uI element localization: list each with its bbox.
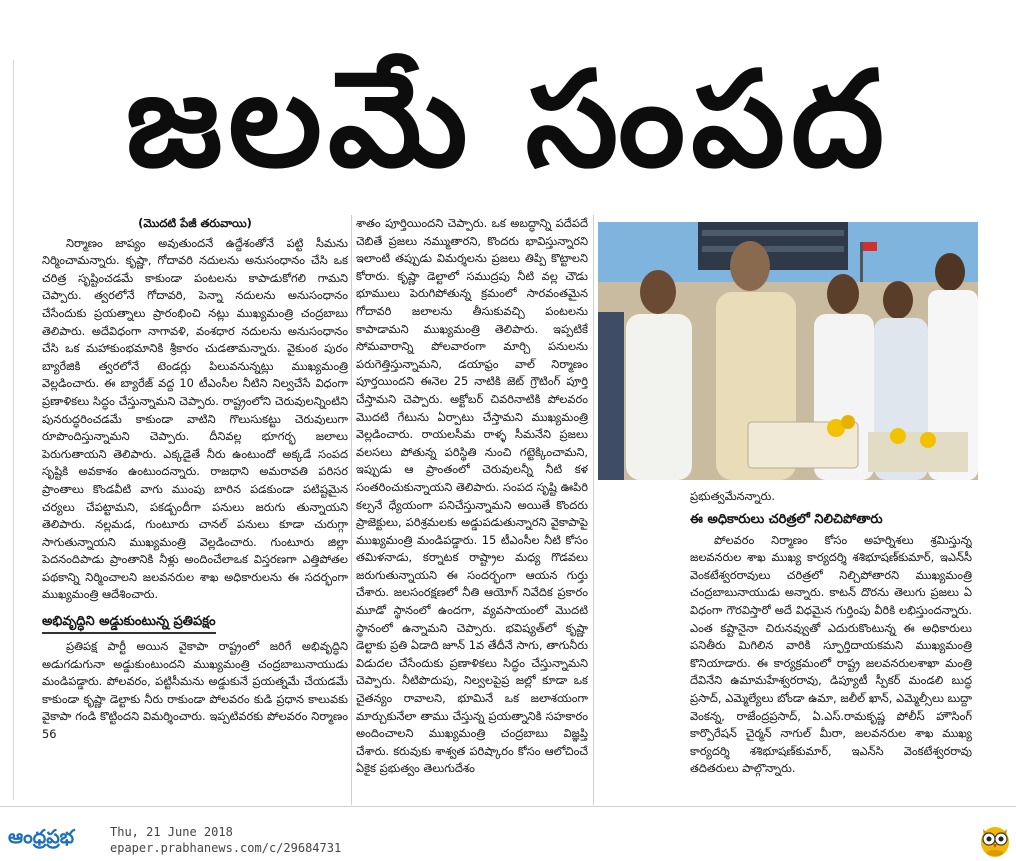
logo-text: ఆంధ్రప్రభ [8, 826, 74, 848]
photo-person-head [935, 253, 965, 291]
photo-person-body [626, 314, 692, 480]
photo-flag [863, 242, 877, 251]
paragraph: పోలవరం నిర్మాణం కోసం అహర్నిశలు శ్రమిస్తున్న జలవనరుల శాఖ ముఖ్య కార్యదర్శి శశిభూషణ్‌కుమార్, ఇఎన్‌సీ వెంకటేశ్వరరావులు చరిత్రలో నిల్చిపోతారని ముఖ్యమంత్రి చంద్రబాబునాయుడు అన్నారు. కాటన్ దొరను తెలుగు ప్రజలు ఏ విధంగా గౌరవిస్తారో అదే విధమైన గుర్తింపు వీరికి లభిస్తుందన్నారు. ఎంత కష్టానైనా చిరునవ్వుతో ఎదురుకొంటున్న ఈ అధికారులు పనితీరు మిగిలిన వారికి స్ఫూర్తిదాయకమని ముఖ్యమంత్రి కొనియాడారు. ఈ కార్యక్రమంలో రాష్ట్ర జలవనరులశాఖా మంత్రి దేవినేని ఉమామహేశ్వరరావు, డిప్యూటీ స్పీకర్ మండలి బుద్ధ ప్రసాద్, ఎమ్మెల్యేలు బోండా ఉమా, జలీల్ ఖాన్, ఎమ్మెల్సీలు బుద్దా వెంకన్న, రాజేంద్రప్రసాద్, ఏ.ఎస్.రామకృష్ణ పోలీస్ హౌసింగ్ కార్పొరేషన్ చైర్మన్ నాగుల్ మీరా, జలవనరుల శాఖ ముఖ్య కార్యదర్శి శశిభూషణ్‌కుమార్, ఇఎన్‌సి వెంకటేశ్వరరావు తదితరులు పాల్గొన్నారు. [690, 532, 972, 776]
photo-person-head [640, 270, 676, 314]
publication-logo[interactable] [8, 822, 104, 852]
photo-person-edge [598, 312, 624, 480]
photo-flowers [920, 432, 936, 448]
photo-illustration [598, 222, 978, 480]
subheading-text: అభివృద్ధిని అడ్డుకుంటున్న ప్రతిపక్షం [42, 612, 216, 634]
owl-mascot-icon [978, 820, 1012, 858]
article-column-3 [690, 488, 972, 805]
continuation-kicker: (మొదటి పేజీ తరువాయి) [138, 216, 252, 230]
photo-person-head [883, 281, 913, 319]
headline: జలమే సంపద [125, 43, 891, 197]
paragraph-lead: ప్రభుత్వమేనన్నారు. [690, 489, 775, 503]
article-column-2 [356, 215, 588, 805]
photo-pedestal [868, 432, 968, 472]
subheading-officials: ఈ అధికారులు చరిత్రలో నిలిచిపోతారు [690, 511, 883, 527]
paragraph: ప్రతిపక్ష పార్టీ అయిన వైకాపా రాష్ట్రంలో జరిగే అభివృద్ధిని అడుగడుగునా అడ్డుకుంటుందని ముఖ్యమంత్రి చంద్రబాబునాయుడు మండిపడ్డారు. పోలవరం, పట్టిసీమను అడ్డుకునే ప్రయత్నమే చేయడమే కాకుండా కృష్ణా డెల్టాకు నీరు రాకుండా పోలవరం కుడి ప్రధాన కాలువకు వైకాపా గండి కొట్టిందని విమర్శించారు. ఇప్పటివరకు పోలవరం నిర్మాణం 56 [42, 639, 348, 742]
page-edge [0, 60, 14, 800]
footer-rule [0, 806, 1016, 807]
paragraph: నిర్మాణం జాప్యం అవుతుందనే ఉద్దేశంతోనే పట్టి సీమను నిర్మించామన్నారు. కృష్ణా, గోదావరి నదులను అనుసంధానం చేసి ఒక చరిత్ర సృష్టించడమే కాకుండా పంటలను కాపాడుకోగలి గామని చెప్పారు. త్వరలోనే గోదావరి, పెన్నా నదులను అనుసంధానం చేసేందుకు ప్రయత్నాలు ప్రారంభించి నట్లు ముఖ్యమంత్రి చంద్రబాబు తెలిపారు. అదేవిధంగా నాగావళి, వంశధార నదులను అనుసంధానం చేసి ఒక మహాకుంభమానికి శ్రీకారం చుడతామన్నారు. వైకుంఠ పురం బ్యారేజికి త్వరలోనే టెండర్లు పిలువనున్నట్లు ముఖ్యమంత్రి వెల్లడించారు. ఈ బ్యారేజ్ వద్ద 10 టీఎంసీల నీటిని నిల్వచేసే విధంగా ప్రణాళికలు సిద్ధం చేస్తున్నామని చెప్పారు. రాష్ట్రంలోని చెరువులన్నింటిని పునరుద్ధరించడమే కాకుండా వాటిని గొలుసుకట్టు చెరువులుగా రూపొందిస్తున్నామని చెప్పారు. దీనివల్ల భూగర్భ జలాలు పెరుగుతాయని తెలిపారు. ఎక్కడైతే నీరు ఉంటుందో అక్కడే సంపద సృష్టికి అవకాశం ఉంటుందన్నారు. రాజధాని అమరావతి పరిసర ప్రాంతాలు కొండవీటి వాగు ముంపు బారిన పడకుండా పటిష్టమైన చర్యలు చేపట్టామని, పకడ్బందీగా పనులు జరుగు తున్నాయని తెలిపారు. నల్లమడ, గుంటూరు చానల్ పనులు కూడా చురుగ్గా సాగుతున్నాయని ముఖ్యమంత్రి వెల్లడించారు. గుంటూరు జిల్లా పెదనందిపాడు ప్రాంతానికి నీళ్లు అందించేలాఒక విస్తరణగా ఎత్తిపోతల పథకాన్ని నిర్మించాలని జలవనరుల శాఖ అధికారులను ఈ సదర్భంగా ముఖ్యమంత్రి ఆదేశించారు. [42, 235, 348, 602]
photo-person-head [730, 241, 770, 291]
epaper-link[interactable]: epaper.prabhanews.com/c/29684731 [110, 841, 342, 855]
paragraph: శాతం పూర్తియిందని చెప్పారు. ఒక అబద్ధాన్ని పదేపదే చెబితే ప్రజలు నమ్ముతారని, కొందరు భావిస్తున్నారని ఇలాంటి తప్పుడు విమర్శలను ప్రజలు తిప్పి కొట్టాలని కోరారు. కృష్ణా డెల్టాలో సముద్రపు నీటి వల్ల చౌడు భూములు పెరుగిపోతున్న క్రమంలో సారవంతమైన గోదావరి జలాలను తీసుకువచ్చి పంటలను కాపాడామని ముఖ్యమంత్రి తెలిపారు. ఇప్పటికే సోమవారాన్ని పోలవారంగా మార్చి పనులను పరుగెత్తిస్తున్నామని, డయాఫ్రం వాల్ నిర్మాణం పూర్తయిందని ఈనెల 25 నాటికి జెట్ గ్రౌటింగ్ పూర్తి చేస్తామని చెప్పారు. అక్టోబర్ చివరినాటికి పోలవరం మొదటి గేటును ఏర్పాటు చేస్తామని ముఖ్యమంత్రి వెల్లడించారు. రాయలసీమ రాళ్ళ సీమనేని ప్రజలు వలసలు పోతున్న పరిస్థితి నుంచి గట్టెక్కించామని, ఇప్పుడు ఆ ప్రాంతంలో చెరువులన్నీ నీటి కళ సంతరించుకున్నాయని తెలిపారు. సంపద సృష్టి ఊపిరి కల్పనే ధ్యేయంగా పనిచేస్తున్నామని అయితే కొందరు ప్రాజెక్టులు, పరిశ్రమలకు అడ్డుపడుతున్నారని వైకాపాపై ముఖ్యమంత్రి మండిపడ్డారు. 15 టీఎంసీల నీటి కోసం తమిళనాడు, కర్నాటక రాష్ట్రాల మధ్య గొడవలు జరుగుతున్నాయని ఈ సందర్భంగా ఆయన గుర్తు చేశారు. జలసంరక్షణలో నీతి ఆయోగ్ నివేదిక ప్రకారం మూడో స్థానంలో ఉందగా, వ్యవసాయంలో మొదటి స్థానంలో ఉన్నామని చెప్పారు. భవిష్యత్‌లో కృష్ణా డెల్టాకు ప్రతి ఏడాది జూన్ 1వ తేదీనే సాగు, తాగునీరు విడుదల చేసేందుకు ప్రణాళికలు సిద్ధం చేస్తున్నామని చెప్పారు. నీటిపొదుపు, నిల్వలపైప్ర జల్లో కూడా ఒక చైతన్యం రావాలని, భూమినే ఒక జలాశయంగా మార్చుకునేలా తాము చేస్తున్న ప్రయత్నానికి సహకారం అందించాలని ముఖ్యమంత్రి చంద్రబాబు విజ్ఞప్తి చేశారు. కరువుకు శాశ్వత పరిష్కారం కోసం ఆలోచించే ఏకైక ప్రభుత్వం తెలుగుదేశం [356, 216, 588, 776]
column-divider [593, 215, 594, 805]
photo-flowers [890, 428, 906, 444]
subheading-opposition [42, 608, 348, 636]
photo-structure-beam [702, 246, 844, 252]
photo-structure-beam [702, 230, 844, 236]
column-divider [351, 215, 352, 805]
news-photo [598, 222, 978, 480]
photo-person-head [827, 274, 859, 314]
edition-date: Thu, 21 June 2018 [110, 825, 233, 839]
article-column-1 [42, 215, 348, 805]
photo-flowers [841, 415, 855, 429]
